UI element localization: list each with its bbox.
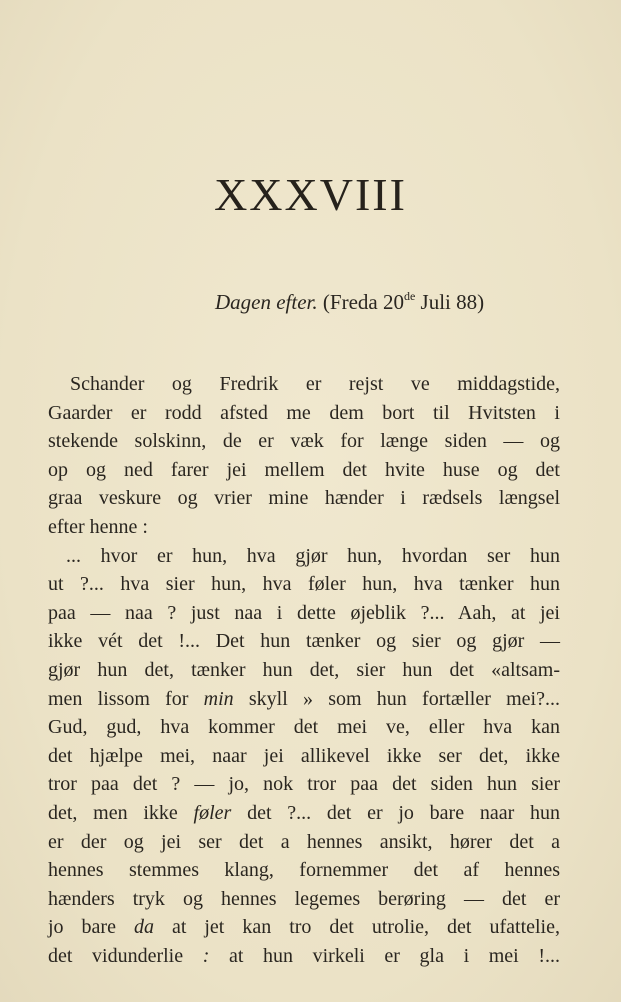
text-line: hennes stemmes klang, fornemmer det af hennes bbox=[48, 859, 560, 882]
text-line: tror paa det ? — jo, nok tror paa det siden hun sier bbox=[48, 773, 560, 796]
text-line: Gaarder er rodd afsted me dem bort til Hvitsten i bbox=[48, 401, 560, 424]
text-emphasis: da bbox=[133, 916, 154, 939]
text-emphasis: føler bbox=[193, 801, 232, 824]
text-emphasis: : bbox=[202, 944, 210, 967]
subtitle-date-open: (Freda 20 bbox=[322, 290, 404, 314]
text-segment: det vidunderlie bbox=[48, 944, 203, 967]
text-line bbox=[48, 799, 560, 828]
text-segment: men lissom for bbox=[48, 687, 204, 710]
subtitle-italic: Dagen efter. bbox=[215, 290, 318, 314]
text-segment: det ?... det er jo bare naar hun bbox=[231, 801, 560, 824]
text-segment: jo bare bbox=[48, 916, 134, 939]
text-line: Schander og Fredrik er rejst ve middagstide, bbox=[70, 373, 560, 395]
text-line: Gud, gud, hva kommer det mei ve, eller hva kan bbox=[48, 716, 560, 739]
text-line: hænders tryk og hennes legemes berøring — det er bbox=[48, 887, 560, 910]
body-text bbox=[48, 370, 560, 970]
text-segment: det, men ikke bbox=[48, 801, 194, 824]
text-emphasis: min bbox=[203, 687, 234, 710]
chapter-subtitle bbox=[215, 289, 484, 315]
text-line bbox=[48, 942, 560, 971]
text-line: graa veskure og vrier mine hænder i rædsels længsel bbox=[48, 487, 560, 510]
text-line: stekende solskinn, de er væk for længe siden — og bbox=[48, 430, 560, 453]
text-segment: at hun virkeli er gla i mei !... bbox=[209, 944, 560, 967]
text-segment: skyll » som hun fortæller mei?... bbox=[233, 687, 560, 710]
subtitle-date-superscript: de bbox=[403, 289, 416, 303]
text-line: efter henne : bbox=[48, 515, 148, 538]
text-line: det hjælpe mei, naar jei allikevel ikke ser det, ikke bbox=[48, 744, 560, 767]
text-line bbox=[48, 685, 560, 714]
text-line: paa — naa ? just naa i dette øjeblik ?... Aah, at jei bbox=[48, 601, 560, 624]
text-line bbox=[48, 913, 560, 942]
text-segment: at jet kan tro det utrolie, det ufattelie, bbox=[153, 916, 560, 939]
text-line: er der og jei ser det a hennes ansikt, hører det a bbox=[48, 830, 560, 853]
text-line: op og ned farer jei mellem det hvite huse og det bbox=[48, 458, 560, 481]
subtitle-date-close: Juli 88) bbox=[415, 290, 485, 314]
chapter-title: XXXVIII bbox=[214, 169, 407, 220]
text-line: ut ?... hva sier hun, hva føler hun, hva tænker hun bbox=[48, 573, 560, 596]
text-line: ikke vét det !... Det hun tænker og sier og gjør — bbox=[48, 630, 560, 653]
text-line: gjør hun det, tænker hun det, sier hun det «altsam- bbox=[48, 658, 560, 681]
text-line: ... hvor er hun, hva gjør hun, hvordan ser hun bbox=[66, 544, 560, 567]
